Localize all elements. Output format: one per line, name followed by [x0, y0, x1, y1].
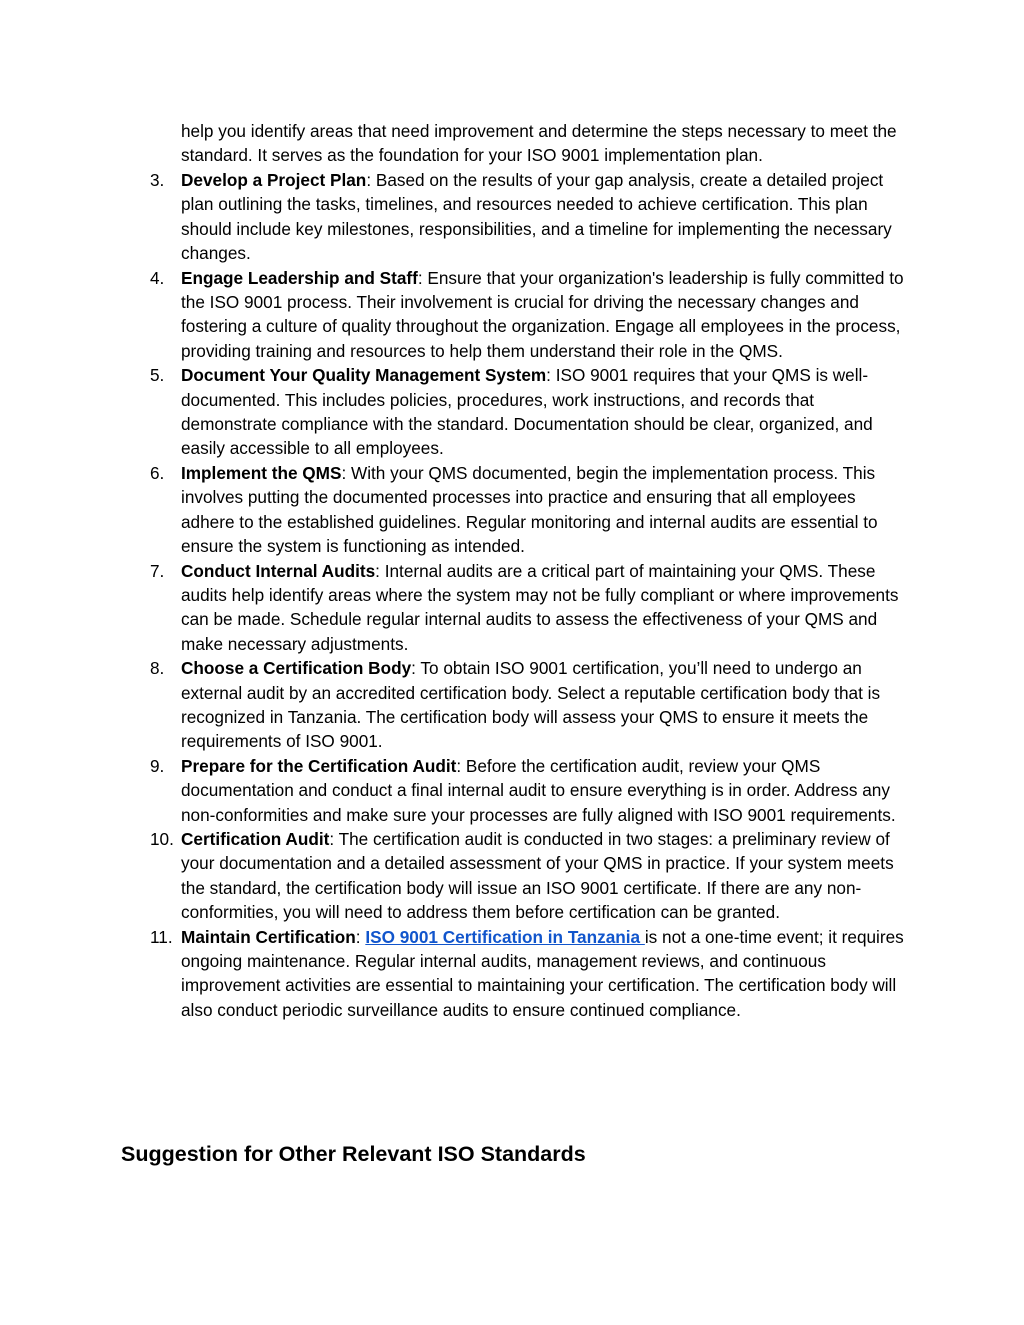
- step-number: 10.: [150, 828, 174, 849]
- list-item-step-11: [0, 925, 911, 1023]
- list-item-step-8: [0, 656, 911, 754]
- step-title: Document Your Quality Management System: [181, 365, 547, 386]
- step-title: Implement the QMS: [181, 462, 342, 483]
- intro-continuation-text: help you identify areas that need improvement and determine the steps necessary to meet the standard. It serves as the foundation for your ISO 9001 implementation plan.: [181, 121, 897, 166]
- list-item-step-7: [0, 559, 911, 657]
- list-item-step-10: [0, 827, 911, 925]
- step-title: Certification Audit: [181, 828, 330, 849]
- section-heading: Suggestion for Other Relevant ISO Standards: [121, 1142, 586, 1166]
- step-title: Prepare for the Certification Audit: [181, 755, 457, 776]
- step-number: 9.: [150, 755, 165, 776]
- step-number: 4.: [150, 267, 165, 288]
- list-item-step-5: [0, 363, 911, 461]
- step-body: : Internal audits are a critical part of maintaining your QMS. These audits help identify areas where the system may not be fully compliant or where improvements can be made. Schedule regular internal audits to assess the effectiveness of your QMS and make necessary adjustments.: [181, 560, 899, 654]
- step-body: : Before the certification audit, review your QMS documentation and conduct a final internal audit to ensure everything is in order. Address any non-conformities and make sure your processes are fully aligned with ISO 9001 requirements.: [181, 755, 896, 825]
- step-number: 8.: [150, 658, 165, 679]
- step-body: : ISO 9001 requires that your QMS is well-documented. This includes policies, procedures, work instructions, and records that demonstrate compliance with the standard. Documentation should be clear, organized, and easily accessible to all employees.: [181, 365, 873, 459]
- step-number: 7.: [150, 560, 165, 581]
- list-item-step-3: [0, 168, 911, 266]
- step-number: 5.: [150, 365, 165, 386]
- step-separator: :: [355, 926, 366, 947]
- step-title: Develop a Project Plan: [181, 170, 367, 190]
- step-number: 11.: [150, 926, 173, 947]
- step-title: Conduct Internal Audits: [181, 560, 376, 581]
- list-item-step-9: [0, 754, 911, 827]
- step-title: Choose a Certification Body: [181, 658, 412, 679]
- step-body: : Based on the results of your gap analysis, create a detailed project plan outlining the tasks, timelines, and resources needed to achieve certification. This plan should include key milestones, responsibilities, and a timeline for implementing the necessary changes.: [181, 170, 892, 264]
- step-body: : The certification audit is conducted in two stages: a preliminary review of your documentation and a detailed assessment of your QMS in practice. If your system meets the standard, the certification body will issue an ISO 9001 certificate. If there are any non-conformities, you will need to address them before certification can be granted.: [181, 828, 894, 923]
- step-body: : To obtain ISO 9001 certification, you’ll need to undergo an external audit by an accredited certification body. Select a reputable certification body that is recognized in Tanzania. The certification body will assess your QMS to ensure it meets the requirements of ISO 9001.: [181, 658, 881, 752]
- step-title: Maintain Certification: [181, 926, 356, 947]
- step-number: 3.: [150, 170, 165, 190]
- step-body: : Ensure that your organization's leadership is fully committed to the ISO 9001 process. Their involvement is crucial for driving the necessary changes and fostering a culture of quality throughout the organization. Engage all employees in the process, providing training and resources to help them understand their role in the QMS.: [181, 267, 904, 361]
- step-title: Engage Leadership and Staff: [181, 267, 418, 288]
- steps-list: [0, 168, 1024, 1022]
- list-item-step-6: [0, 461, 911, 559]
- step-number: 6.: [150, 462, 165, 483]
- list-item-step-4: [0, 266, 911, 364]
- iso-9001-tanzania-link[interactable]: ISO 9001 Certification in Tanzania: [365, 926, 645, 947]
- step-body: is not a one-time event; it requires ongoing maintenance. Regular internal audits, management reviews, and continuous improvement activities are essential to maintaining your certification. The certification body will also conduct periodic surveillance audits to ensure continued compliance.: [181, 926, 904, 1020]
- step-body: : With your QMS documented, begin the implementation process. This involves putting the documented processes into practice and ensuring that all employees adhere to the established guidelines. Regular monitoring and internal audits are essential to ensure the system is functioning as intended.: [181, 462, 878, 557]
